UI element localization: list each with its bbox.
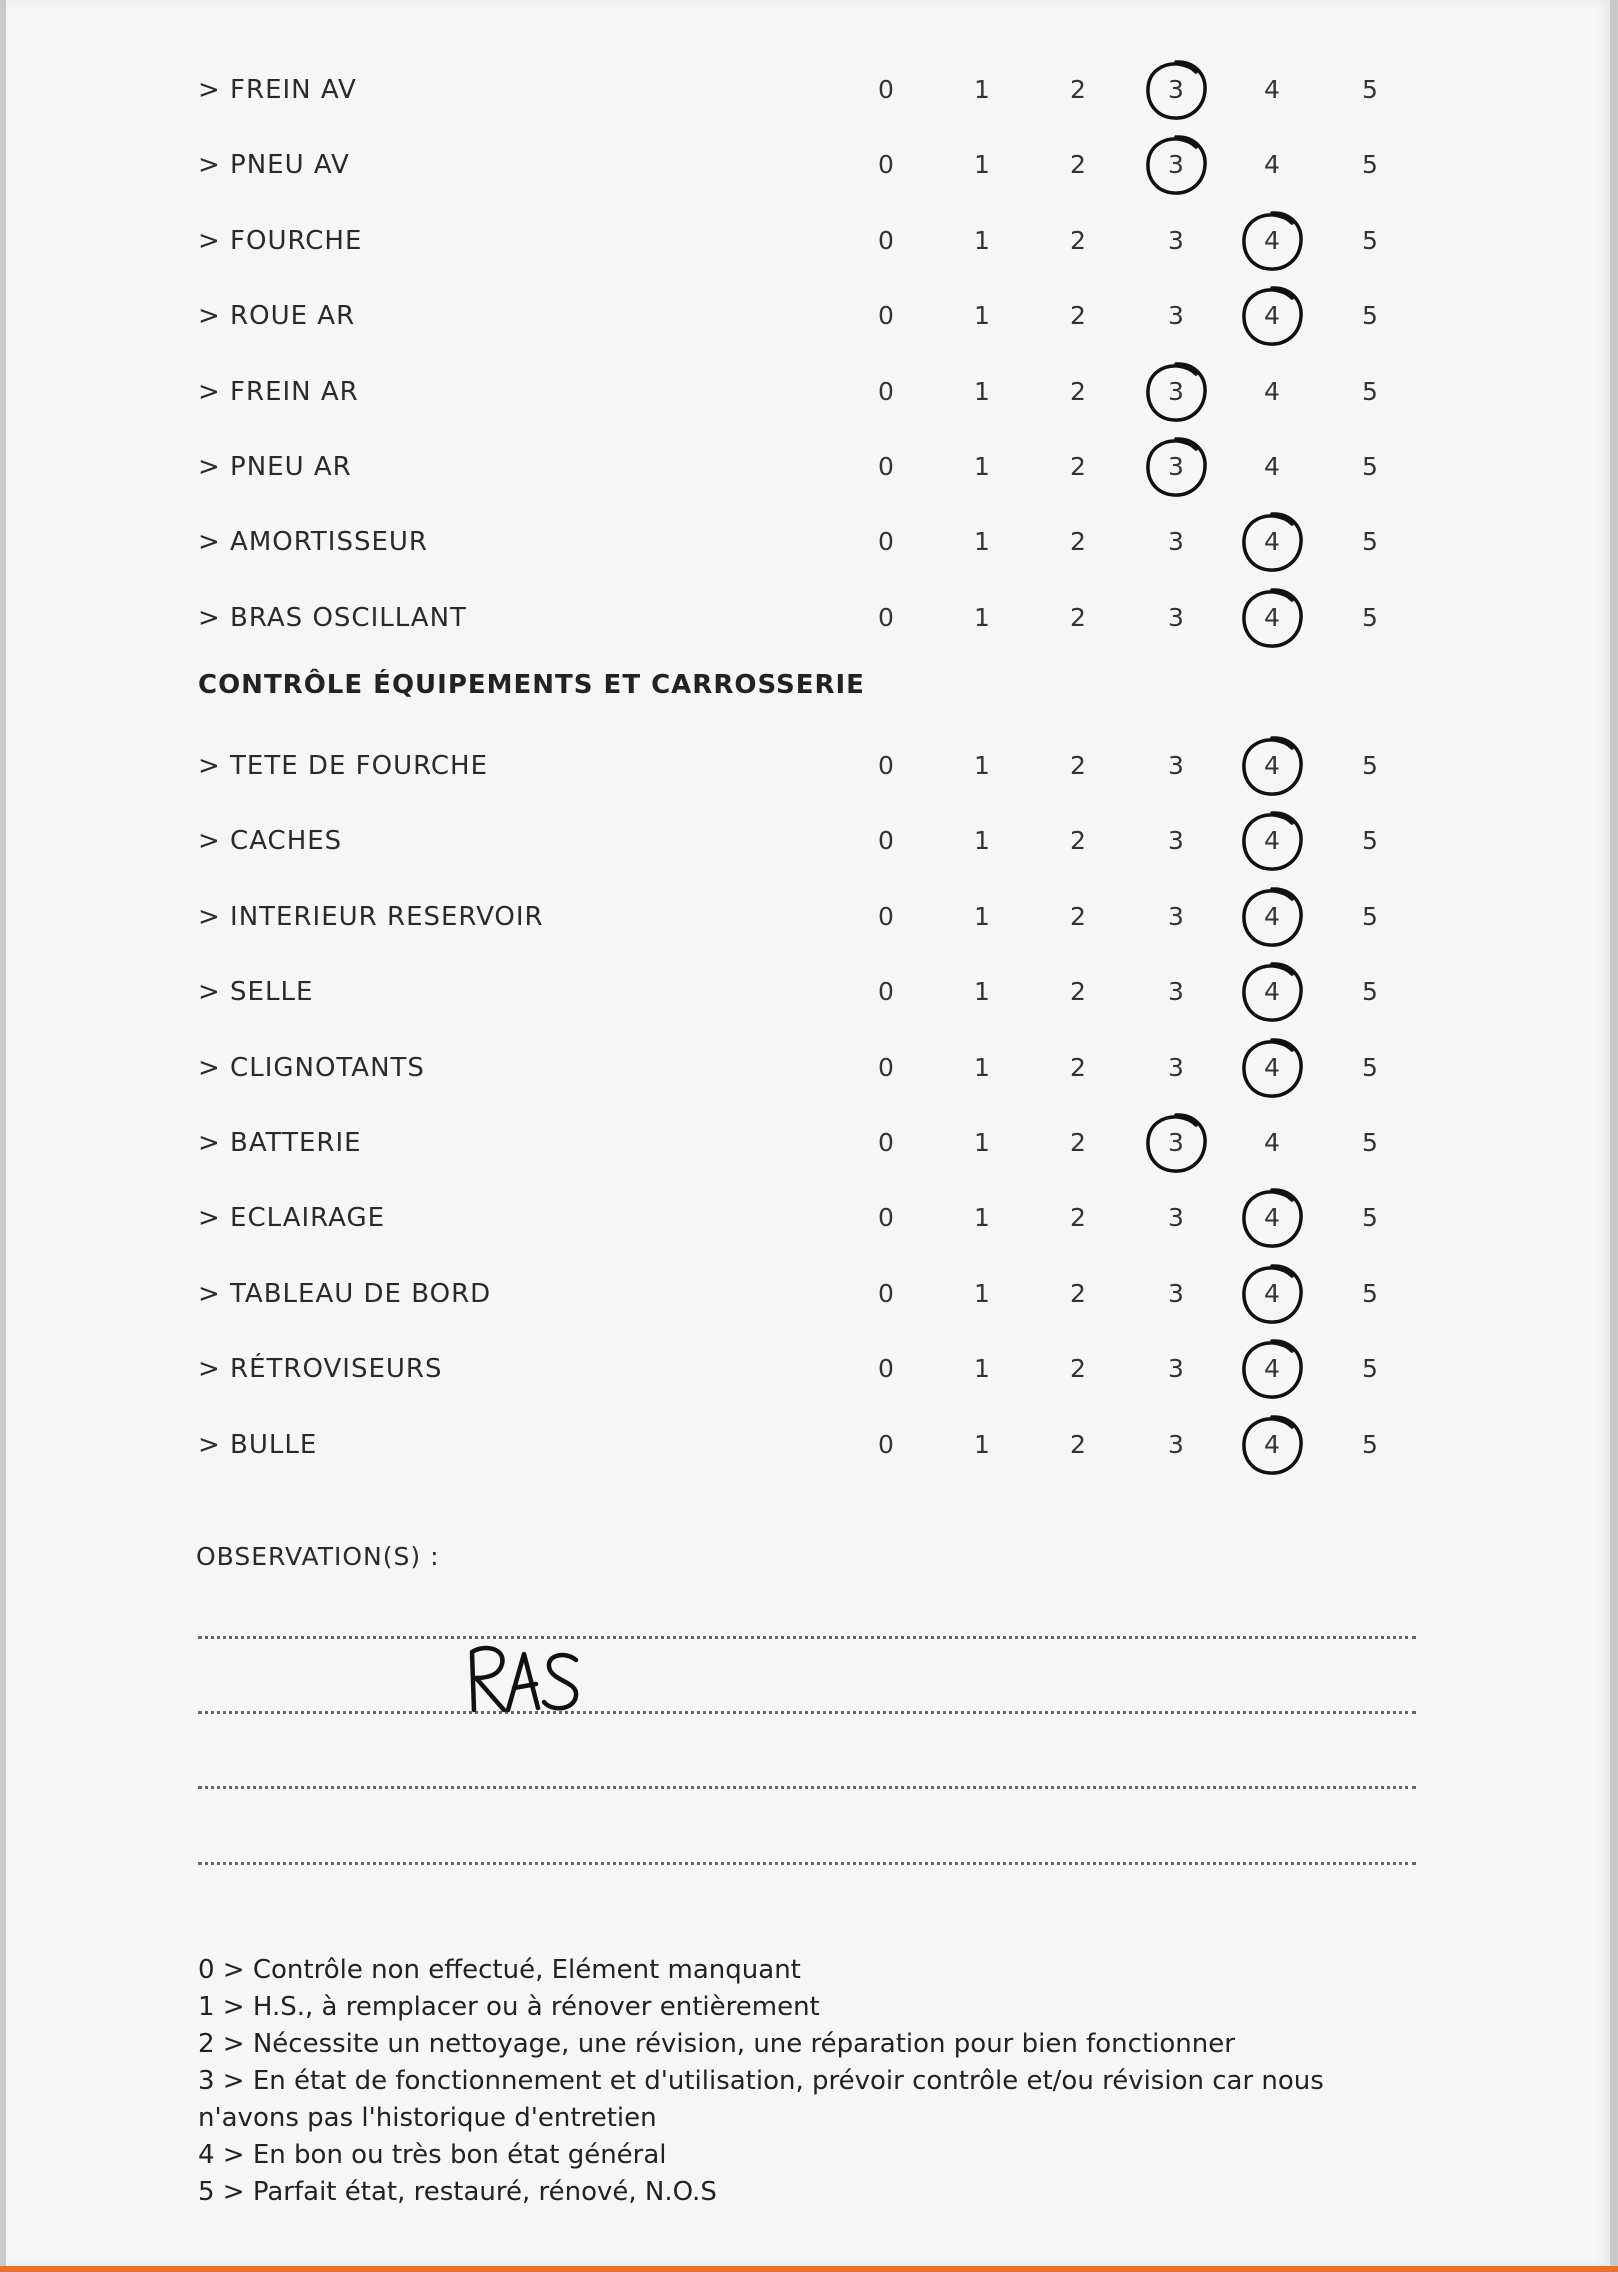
rating-option-3[interactable]: [1146, 1349, 1206, 1389]
rating-row-label: > FREIN AV: [198, 75, 357, 105]
rating-option-5[interactable]: [1340, 1048, 1400, 1088]
rating-option-value: 2: [1070, 1430, 1086, 1459]
rating-option-value: 4: [1264, 1279, 1280, 1308]
rating-option-value: 1: [974, 1354, 990, 1383]
rating-option-5[interactable]: [1340, 746, 1400, 786]
rating-row: [6, 1198, 1610, 1238]
rating-option-2[interactable]: [1048, 1198, 1108, 1238]
rating-option-0[interactable]: [856, 972, 916, 1012]
rating-option-value: 2: [1070, 751, 1086, 780]
rating-option-value: 2: [1070, 1279, 1086, 1308]
rating-option-3[interactable]: [1146, 1425, 1206, 1465]
rating-option-4[interactable]: [1242, 221, 1302, 261]
rating-option-2[interactable]: [1048, 447, 1108, 487]
rating-option-3[interactable]: [1146, 522, 1206, 562]
rating-option-2[interactable]: [1048, 145, 1108, 185]
rating-option-0[interactable]: [856, 1048, 916, 1088]
rating-option-1[interactable]: [952, 598, 1012, 638]
rating-option-value: 0: [878, 527, 894, 556]
rating-option-value: 5: [1362, 1203, 1378, 1232]
rating-row: [6, 70, 1610, 110]
rating-option-5[interactable]: [1340, 522, 1400, 562]
rating-option-2[interactable]: [1048, 372, 1108, 412]
rating-option-value: 1: [974, 1430, 990, 1459]
rating-row: [6, 1123, 1610, 1163]
rating-option-value: 5: [1362, 75, 1378, 104]
rating-option-4[interactable]: [1242, 897, 1302, 937]
rating-option-2[interactable]: [1048, 1349, 1108, 1389]
rating-option-value: 3: [1168, 977, 1184, 1006]
rating-option-4[interactable]: [1242, 1349, 1302, 1389]
rating-option-0[interactable]: [856, 598, 916, 638]
rating-row: [6, 897, 1610, 937]
handwritten-observation: [464, 1640, 594, 1720]
rating-option-value: 4: [1264, 751, 1280, 780]
rating-option-value: 0: [878, 150, 894, 179]
observations-label: OBSERVATION(S) :: [196, 1542, 440, 1571]
rating-row: [6, 821, 1610, 861]
rating-option-value: 5: [1362, 377, 1378, 406]
rating-row: [6, 1274, 1610, 1314]
rating-option-value: 5: [1362, 902, 1378, 931]
rating-option-value: 3: [1168, 826, 1184, 855]
rating-option-5[interactable]: [1340, 145, 1400, 185]
rating-option-5[interactable]: [1340, 372, 1400, 412]
section-title: CONTRÔLE ÉQUIPEMENTS ET CARROSSERIE: [198, 670, 865, 700]
rating-option-value: 2: [1070, 977, 1086, 1006]
rating-option-2[interactable]: [1048, 1048, 1108, 1088]
rating-option-4[interactable]: [1242, 145, 1302, 185]
rating-option-value: 1: [974, 75, 990, 104]
rating-option-value: 0: [878, 977, 894, 1006]
rating-option-value: 5: [1362, 301, 1378, 330]
rating-option-5[interactable]: [1340, 897, 1400, 937]
rating-option-value: 3: [1168, 1430, 1184, 1459]
rating-row-label: > FREIN AR: [198, 377, 359, 407]
rating-option-3[interactable]: [1146, 70, 1206, 110]
rating-option-value: 4: [1264, 1430, 1280, 1459]
rating-option-4[interactable]: [1242, 522, 1302, 562]
rating-option-5[interactable]: [1340, 1349, 1400, 1389]
rating-option-3[interactable]: [1146, 145, 1206, 185]
rating-row: [6, 447, 1610, 487]
rating-option-value: 4: [1264, 603, 1280, 632]
rating-option-1[interactable]: [952, 372, 1012, 412]
rating-option-value: 2: [1070, 527, 1086, 556]
rating-option-value: 0: [878, 452, 894, 481]
rating-row-label: > CACHES: [198, 826, 343, 856]
rating-option-0[interactable]: [856, 522, 916, 562]
rating-option-1[interactable]: [952, 897, 1012, 937]
rating-option-value: 4: [1264, 1354, 1280, 1383]
rating-option-3[interactable]: [1146, 296, 1206, 336]
rating-option-2[interactable]: [1048, 70, 1108, 110]
rating-option-4[interactable]: [1242, 1274, 1302, 1314]
rating-option-value: 4: [1264, 1053, 1280, 1082]
rating-option-1[interactable]: [952, 1123, 1012, 1163]
rating-option-value: 3: [1168, 1128, 1184, 1157]
rating-option-3[interactable]: [1146, 1123, 1206, 1163]
rating-option-3[interactable]: [1146, 447, 1206, 487]
rating-option-value: 4: [1264, 826, 1280, 855]
rating-option-value: 0: [878, 75, 894, 104]
rating-option-2[interactable]: [1048, 598, 1108, 638]
rating-option-1[interactable]: [952, 746, 1012, 786]
rating-row: [6, 1425, 1610, 1465]
rating-option-value: 5: [1362, 452, 1378, 481]
rating-option-3[interactable]: [1146, 372, 1206, 412]
rating-option-value: 4: [1264, 226, 1280, 255]
rating-option-4[interactable]: [1242, 1198, 1302, 1238]
rating-option-5[interactable]: [1340, 972, 1400, 1012]
rating-option-3[interactable]: [1146, 1048, 1206, 1088]
rating-row-label: > INTERIEUR RESERVOIR: [198, 902, 544, 932]
rating-option-value: 4: [1264, 977, 1280, 1006]
rating-option-3[interactable]: [1146, 598, 1206, 638]
rating-option-1[interactable]: [952, 1349, 1012, 1389]
rating-option-2[interactable]: [1048, 897, 1108, 937]
rating-option-value: 4: [1264, 75, 1280, 104]
rating-row: [6, 522, 1610, 562]
rating-option-value: 5: [1362, 1279, 1378, 1308]
rating-option-value: 3: [1168, 751, 1184, 780]
rating-option-4[interactable]: [1242, 447, 1302, 487]
rating-option-value: 2: [1070, 301, 1086, 330]
legend-item-0: 0 > Contrôle non effectué, Elément manquant: [198, 1955, 801, 1985]
rating-option-value: 5: [1362, 226, 1378, 255]
rating-option-value: 2: [1070, 1203, 1086, 1232]
rating-option-value: 0: [878, 1354, 894, 1383]
rating-option-4[interactable]: [1242, 70, 1302, 110]
rating-option-1[interactable]: [952, 447, 1012, 487]
rating-option-value: 1: [974, 377, 990, 406]
rating-option-3[interactable]: [1146, 1274, 1206, 1314]
rating-option-value: 4: [1264, 1128, 1280, 1157]
rating-row-label: > ROUE AR: [198, 301, 356, 331]
rating-option-0[interactable]: [856, 372, 916, 412]
rating-option-value: 4: [1264, 452, 1280, 481]
rating-option-2[interactable]: [1048, 522, 1108, 562]
rating-option-5[interactable]: [1340, 447, 1400, 487]
rating-option-0[interactable]: [856, 1123, 916, 1163]
rating-option-2[interactable]: [1048, 1425, 1108, 1465]
rating-option-value: 1: [974, 603, 990, 632]
rating-option-2[interactable]: [1048, 746, 1108, 786]
rating-option-value: 3: [1168, 902, 1184, 931]
rating-option-value: 4: [1264, 150, 1280, 179]
rating-option-value: 1: [974, 1279, 990, 1308]
rating-option-0[interactable]: [856, 447, 916, 487]
rating-option-5[interactable]: [1340, 1425, 1400, 1465]
rating-row-label: > RÉTROVISEURS: [198, 1354, 443, 1384]
rating-row-label: > AMORTISSEUR: [198, 527, 428, 557]
rating-row-label: > FOURCHE: [198, 226, 363, 256]
rating-option-4[interactable]: [1242, 1123, 1302, 1163]
rating-row-label: > ECLAIRAGE: [198, 1203, 386, 1233]
rating-option-0[interactable]: [856, 1425, 916, 1465]
rating-option-value: 3: [1168, 527, 1184, 556]
rating-option-value: 5: [1362, 1354, 1378, 1383]
rating-option-0[interactable]: [856, 221, 916, 261]
rating-option-1[interactable]: [952, 1198, 1012, 1238]
rating-option-value: 2: [1070, 603, 1086, 632]
rating-option-1[interactable]: [952, 522, 1012, 562]
rating-row-label: > PNEU AR: [198, 452, 352, 482]
rating-row: [6, 221, 1610, 261]
rating-option-value: 2: [1070, 377, 1086, 406]
rating-option-4[interactable]: [1242, 972, 1302, 1012]
rating-option-value: 2: [1070, 1354, 1086, 1383]
rating-option-value: 3: [1168, 377, 1184, 406]
rating-option-value: 1: [974, 452, 990, 481]
rating-option-value: 5: [1362, 1128, 1378, 1157]
rating-row: [6, 972, 1610, 1012]
rating-option-value: 3: [1168, 1203, 1184, 1232]
rating-option-3[interactable]: [1146, 897, 1206, 937]
rating-row: [6, 598, 1610, 638]
rating-option-value: 0: [878, 1053, 894, 1082]
rating-option-value: 5: [1362, 150, 1378, 179]
rating-option-value: 2: [1070, 452, 1086, 481]
rating-option-value: 1: [974, 1053, 990, 1082]
rating-option-value: 3: [1168, 603, 1184, 632]
rating-option-3[interactable]: [1146, 972, 1206, 1012]
rating-option-value: 5: [1362, 1053, 1378, 1082]
rating-option-5[interactable]: [1340, 296, 1400, 336]
rating-row: [6, 145, 1610, 185]
rating-option-value: 4: [1264, 902, 1280, 931]
rating-option-2[interactable]: [1048, 821, 1108, 861]
rating-option-0[interactable]: [856, 296, 916, 336]
rating-option-4[interactable]: [1242, 1425, 1302, 1465]
rating-option-1[interactable]: [952, 1274, 1012, 1314]
rating-option-value: 3: [1168, 1279, 1184, 1308]
rating-option-value: 1: [974, 150, 990, 179]
rating-row-label: > TABLEAU DE BORD: [198, 1279, 492, 1309]
rating-option-0[interactable]: [856, 897, 916, 937]
rating-option-5[interactable]: [1340, 221, 1400, 261]
rating-option-value: 0: [878, 1430, 894, 1459]
rating-option-value: 0: [878, 377, 894, 406]
rating-option-2[interactable]: [1048, 972, 1108, 1012]
rating-option-value: 1: [974, 527, 990, 556]
rating-option-2[interactable]: [1048, 221, 1108, 261]
rating-option-1[interactable]: [952, 296, 1012, 336]
rating-option-value: 2: [1070, 826, 1086, 855]
observation-line-1: [198, 1636, 1416, 1639]
rating-option-value: 3: [1168, 301, 1184, 330]
rating-option-5[interactable]: [1340, 1198, 1400, 1238]
rating-option-3[interactable]: [1146, 1198, 1206, 1238]
rating-option-3[interactable]: [1146, 746, 1206, 786]
rating-option-value: 5: [1362, 977, 1378, 1006]
rating-option-4[interactable]: [1242, 1048, 1302, 1088]
rating-row: [6, 372, 1610, 412]
rating-row-label: > CLIGNOTANTS: [198, 1053, 425, 1083]
rating-option-value: 1: [974, 1203, 990, 1232]
rating-option-value: 2: [1070, 226, 1086, 255]
rating-option-value: 2: [1070, 902, 1086, 931]
rating-option-value: 2: [1070, 75, 1086, 104]
rating-option-5[interactable]: [1340, 1123, 1400, 1163]
rating-option-value: 0: [878, 826, 894, 855]
rating-row: [6, 296, 1610, 336]
rating-option-value: 3: [1168, 75, 1184, 104]
rating-option-value: 1: [974, 301, 990, 330]
rating-option-4[interactable]: [1242, 821, 1302, 861]
rating-option-value: 5: [1362, 1430, 1378, 1459]
rating-option-value: 0: [878, 1128, 894, 1157]
rating-option-value: 4: [1264, 527, 1280, 556]
rating-option-1[interactable]: [952, 1048, 1012, 1088]
rating-option-value: 4: [1264, 301, 1280, 330]
rating-option-value: 5: [1362, 751, 1378, 780]
observation-line-3: [198, 1786, 1416, 1789]
rating-option-1[interactable]: [952, 1425, 1012, 1465]
rating-option-value: 2: [1070, 1053, 1086, 1082]
rating-option-1[interactable]: [952, 70, 1012, 110]
rating-option-0[interactable]: [856, 70, 916, 110]
rating-option-0[interactable]: [856, 1349, 916, 1389]
rating-option-value: 1: [974, 977, 990, 1006]
rating-option-2[interactable]: [1048, 296, 1108, 336]
rating-option-value: 1: [974, 902, 990, 931]
rating-option-value: 1: [974, 226, 990, 255]
rating-option-2[interactable]: [1048, 1274, 1108, 1314]
rating-option-5[interactable]: [1340, 1274, 1400, 1314]
rating-row-label: > SELLE: [198, 977, 314, 1007]
rating-row: [6, 1349, 1610, 1389]
rating-row-label: > PNEU AV: [198, 150, 350, 180]
rating-option-value: 1: [974, 1128, 990, 1157]
rating-option-value: 4: [1264, 377, 1280, 406]
background-edge: [0, 2266, 1618, 2272]
rating-option-value: 0: [878, 751, 894, 780]
legend-item-4: 4 > En bon ou très bon état général: [198, 2140, 667, 2170]
rating-option-value: 5: [1362, 603, 1378, 632]
handwritten-ras-drawing: [464, 1640, 594, 1720]
rating-option-5[interactable]: [1340, 821, 1400, 861]
rating-row-label: > BULLE: [198, 1430, 318, 1460]
rating-option-value: 3: [1168, 1053, 1184, 1082]
rating-row-label: > BRAS OSCILLANT: [198, 603, 467, 633]
rating-option-value: 3: [1168, 1354, 1184, 1383]
inspection-sheet: [6, 0, 1610, 2266]
rating-option-3[interactable]: [1146, 221, 1206, 261]
rating-row-label: > TETE DE FOURCHE: [198, 751, 488, 781]
rating-option-3[interactable]: [1146, 821, 1206, 861]
rating-option-2[interactable]: [1048, 1123, 1108, 1163]
rating-option-value: 5: [1362, 527, 1378, 556]
legend-item-3: 3 > En état de fonctionnement et d'utilisation, prévoir contrôle et/ou révision car nous n'avons pas l'historique d'entretien: [198, 2066, 1324, 2133]
rating-option-5[interactable]: [1340, 598, 1400, 638]
rating-option-0[interactable]: [856, 821, 916, 861]
rating-option-1[interactable]: [952, 145, 1012, 185]
rating-option-0[interactable]: [856, 746, 916, 786]
observation-line-4: [198, 1862, 1416, 1865]
rating-option-value: 5: [1362, 826, 1378, 855]
rating-option-5[interactable]: [1340, 70, 1400, 110]
rating-option-4[interactable]: [1242, 746, 1302, 786]
observation-line-2: [198, 1711, 1416, 1714]
rating-option-value: 0: [878, 226, 894, 255]
rating-option-value: 3: [1168, 226, 1184, 255]
legend-item-5: 5 > Parfait état, restauré, rénové, N.O.S: [198, 2177, 717, 2207]
legend: [198, 1952, 1428, 2211]
rating-option-0[interactable]: [856, 1274, 916, 1314]
rating-row: [6, 746, 1610, 786]
rating-option-1[interactable]: [952, 821, 1012, 861]
rating-option-value: 4: [1264, 1203, 1280, 1232]
rating-option-4[interactable]: [1242, 296, 1302, 336]
rating-row: [6, 1048, 1610, 1088]
rating-option-0[interactable]: [856, 145, 916, 185]
rating-row-label: > BATTERIE: [198, 1128, 362, 1158]
rating-option-value: 3: [1168, 150, 1184, 179]
rating-option-4[interactable]: [1242, 598, 1302, 638]
rating-option-value: 0: [878, 301, 894, 330]
rating-option-value: 0: [878, 902, 894, 931]
rating-option-value: 3: [1168, 452, 1184, 481]
rating-option-4[interactable]: [1242, 372, 1302, 412]
rating-option-1[interactable]: [952, 972, 1012, 1012]
rating-option-1[interactable]: [952, 221, 1012, 261]
legend-item-1: 1 > H.S., à remplacer ou à rénover entièrement: [198, 1992, 820, 2022]
rating-option-value: 1: [974, 826, 990, 855]
rating-option-value: 2: [1070, 150, 1086, 179]
rating-option-value: 0: [878, 603, 894, 632]
rating-option-value: 0: [878, 1279, 894, 1308]
rating-option-value: 1: [974, 751, 990, 780]
legend-item-2: 2 > Nécessite un nettoyage, une révision, une réparation pour bien fonctionner: [198, 2029, 1235, 2059]
rating-option-value: 0: [878, 1203, 894, 1232]
rating-option-value: 2: [1070, 1128, 1086, 1157]
rating-option-0[interactable]: [856, 1198, 916, 1238]
